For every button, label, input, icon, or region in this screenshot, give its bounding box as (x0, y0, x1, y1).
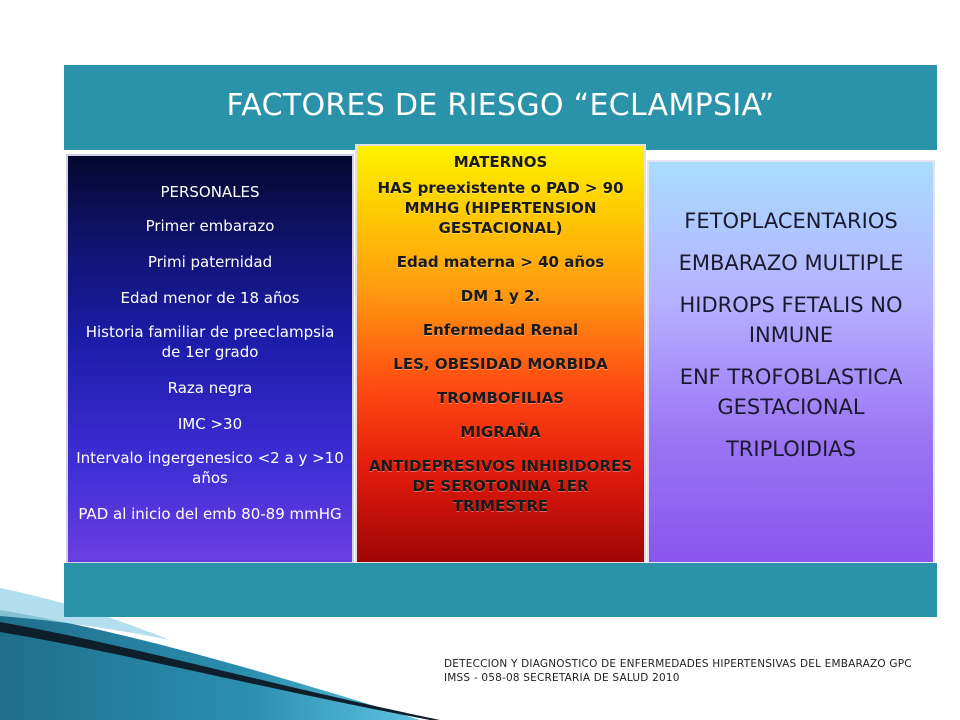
maternal-item: TROMBOFILIAS (436, 389, 565, 407)
maternal-item: LES, OBESIDAD MORBIDA (393, 355, 608, 373)
personal-item: Edad menor de 18 años (120, 289, 300, 307)
personal-item: PAD al inicio del emb 80-89 mmHG (78, 505, 342, 523)
title-bar (64, 65, 937, 150)
personal-item: Raza negra (167, 379, 253, 397)
source-footnote: DETECCION Y DIAGNOSTICO DE ENFERMEDADES HIPERTENSIVAS DEL EMBARAZO GPC IMSS - 058-08 SECRETARIA DE SALUD 2010 (444, 658, 912, 684)
fetoplacental-factors-panel (647, 160, 935, 564)
fetoplacental-factors-list (649, 206, 933, 476)
personal-factors-list (68, 182, 352, 540)
personal-item: Intervalo ingergenesico <2 a y >10 años (76, 449, 344, 487)
maternal-item: Edad materna > 40 años (396, 253, 605, 271)
personal-item: IMC >30 (177, 415, 243, 433)
fetoplacental-item: HIDROPS FETALIS NO INMUNE (679, 293, 903, 347)
maternal-factors-panel (355, 144, 646, 564)
maternal-item: HAS preexistente o PAD > 90 MMHG (HIPERTENSION GESTACIONAL) (377, 179, 624, 237)
fetoplacental-item: EMBARAZO MULTIPLE (678, 251, 904, 275)
fetoplacental-heading: FETOPLACENTARIOS (684, 209, 898, 233)
personal-item: Primi paternidad (147, 253, 273, 271)
personal-factors-panel (66, 154, 354, 564)
maternal-item: ANTIDEPRESIVOS INHIBIDORES DE SEROTONINA 1ER TRIMESTRE (368, 457, 633, 515)
maternal-item: DM 1 y 2. (460, 287, 541, 305)
fetoplacental-item: ENF TROFOBLASTICA GESTACIONAL (679, 365, 903, 419)
maternal-item: Enfermedad Renal (422, 321, 579, 339)
personal-heading: PERSONALES (160, 183, 260, 201)
maternal-item: MIGRAÑA (460, 423, 541, 441)
personal-item: Primer embarazo (145, 217, 275, 235)
slide-title: FACTORES DE RIESGO “ECLAMPSIA” (226, 88, 775, 123)
maternal-heading: MATERNOS (453, 153, 548, 171)
personal-item: Historia familiar de preeclampsia de 1er grado (85, 323, 335, 361)
bottom-bar (64, 563, 937, 617)
fetoplacental-item: TRIPLOIDIAS (725, 437, 856, 461)
maternal-factors-list (357, 152, 644, 516)
